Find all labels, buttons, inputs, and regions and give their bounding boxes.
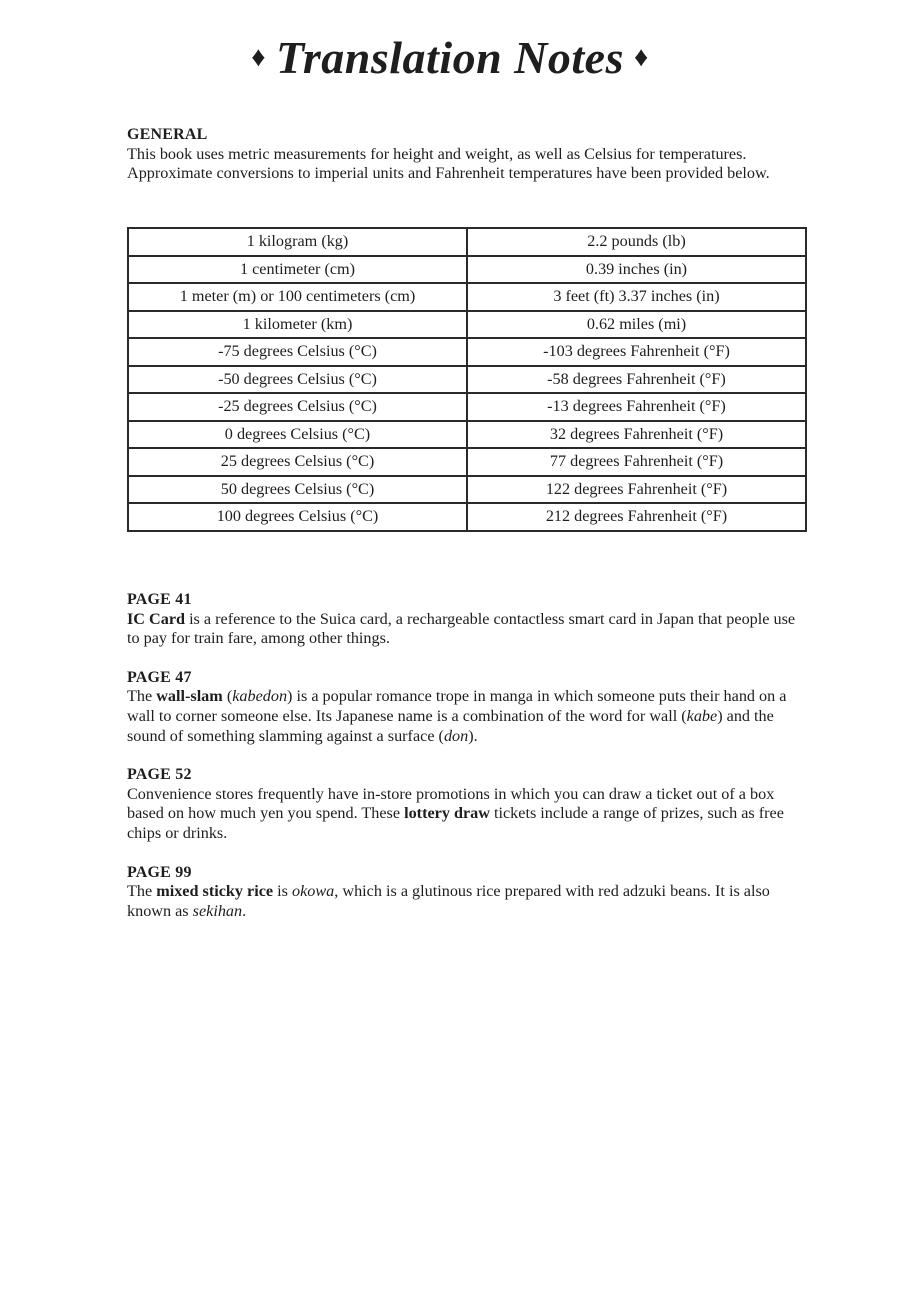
table-row (128, 311, 806, 339)
text-run: is (273, 882, 293, 901)
text-run: The (127, 687, 157, 706)
metric-cell: 1 kilogram (kg) (128, 228, 467, 256)
text-run: is a reference to the Suica card, a rechargeable contactless smart card in Japan that people use to pay for train fare, among other things. (127, 609, 796, 648)
note-item (127, 863, 807, 922)
metric-cell: -50 degrees Celsius (°C) (128, 366, 467, 394)
note-page-heading: PAGE 99 (127, 863, 192, 881)
term-italic: kabedon (232, 687, 288, 706)
imperial-cell: 32 degrees Fahrenheit (°F) (467, 421, 806, 449)
note-paragraph (127, 610, 807, 649)
table-row (128, 283, 806, 311)
term-italic: don (443, 726, 469, 745)
conversion-table-body (128, 228, 806, 531)
metric-cell: 1 meter (m) or 100 centimeters (cm) (128, 283, 467, 311)
text-run: Convenience stores frequently have in-store promotions in which you can draw a ticket out of a box based on how much yen you spend. These (127, 784, 775, 823)
general-section (127, 125, 807, 184)
note-item (127, 668, 807, 746)
translation-notes-list (127, 590, 807, 940)
note-page-heading: PAGE 47 (127, 668, 192, 686)
page-title-text: Translation Notes (275, 32, 625, 83)
text-run: . (242, 901, 247, 920)
imperial-cell: 122 degrees Fahrenheit (°F) (467, 476, 806, 504)
table-row (128, 366, 806, 394)
text-run: ) and the sound of something slamming against a surface ( (127, 706, 774, 745)
metric-cell: -75 degrees Celsius (°C) (128, 338, 467, 366)
table-row (128, 448, 806, 476)
text-run: The (127, 882, 157, 901)
note-item (127, 590, 807, 649)
imperial-cell: 212 degrees Fahrenheit (°F) (467, 503, 806, 531)
imperial-cell: 3 feet (ft) 3.37 inches (in) (467, 283, 806, 311)
text-run: ). (468, 726, 478, 745)
term-italic: sekihan (192, 901, 243, 920)
page-title (0, 28, 900, 88)
table-row (128, 338, 806, 366)
metric-cell: 100 degrees Celsius (°C) (128, 503, 467, 531)
note-paragraph (127, 785, 807, 844)
term-bold: lottery draw (404, 804, 490, 823)
note-page-heading: PAGE 52 (127, 766, 192, 784)
note-item (127, 765, 807, 843)
text-run: tickets include a range of prizes, such as free chips or drinks. (127, 804, 784, 842)
text-run: , which is a glutinous rice prepared with red adzuki beans. It is also known as (127, 882, 770, 920)
term-italic: okowa (292, 882, 335, 901)
note-page-heading: PAGE 41 (127, 591, 192, 608)
metric-cell: -25 degrees Celsius (°C) (128, 393, 467, 421)
metric-cell: 0 degrees Celsius (°C) (128, 421, 467, 449)
table-row (128, 421, 806, 449)
imperial-cell: 0.62 miles (mi) (467, 311, 806, 339)
metric-cell: 50 degrees Celsius (°C) (128, 476, 467, 504)
diamond-icon: ♦ (251, 42, 266, 73)
term-bold: IC Card (127, 609, 186, 628)
imperial-cell: -13 degrees Fahrenheit (°F) (467, 393, 806, 421)
imperial-cell: 77 degrees Fahrenheit (°F) (467, 448, 806, 476)
imperial-cell: -103 degrees Fahrenheit (°F) (467, 338, 806, 366)
text-run: ) is a popular romance trope in manga in which someone puts their hand on a wall to corner someone else. Its Japanese name is a combination of the word for wall ( (127, 687, 787, 725)
imperial-cell: 0.39 inches (in) (467, 256, 806, 284)
conversion-table (127, 227, 807, 532)
table-row (128, 476, 806, 504)
table-row (128, 228, 806, 256)
metric-cell: 1 centimeter (cm) (128, 256, 467, 284)
table-row (128, 393, 806, 421)
section-heading-general: GENERAL (127, 126, 208, 143)
note-paragraph (127, 882, 807, 921)
term-italic: kabe (686, 706, 718, 725)
imperial-cell: 2.2 pounds (lb) (467, 228, 806, 256)
term-bold: wall-slam (156, 687, 223, 706)
metric-cell: 1 kilometer (km) (128, 311, 467, 339)
diamond-icon: ♦ (634, 42, 649, 73)
term-bold: mixed sticky rice (156, 882, 274, 901)
note-paragraph (127, 687, 807, 746)
table-row (128, 256, 806, 284)
metric-cell: 25 degrees Celsius (°C) (128, 448, 467, 476)
imperial-cell: -58 degrees Fahrenheit (°F) (467, 366, 806, 394)
general-paragraph: This book uses metric measurements for height and weight, as well as Celsius for temperatures. Approximate conversions to imperial units and Fahrenheit temperatures have been provided below. (127, 144, 770, 183)
text-run: ( (222, 687, 233, 706)
table-row (128, 503, 806, 531)
